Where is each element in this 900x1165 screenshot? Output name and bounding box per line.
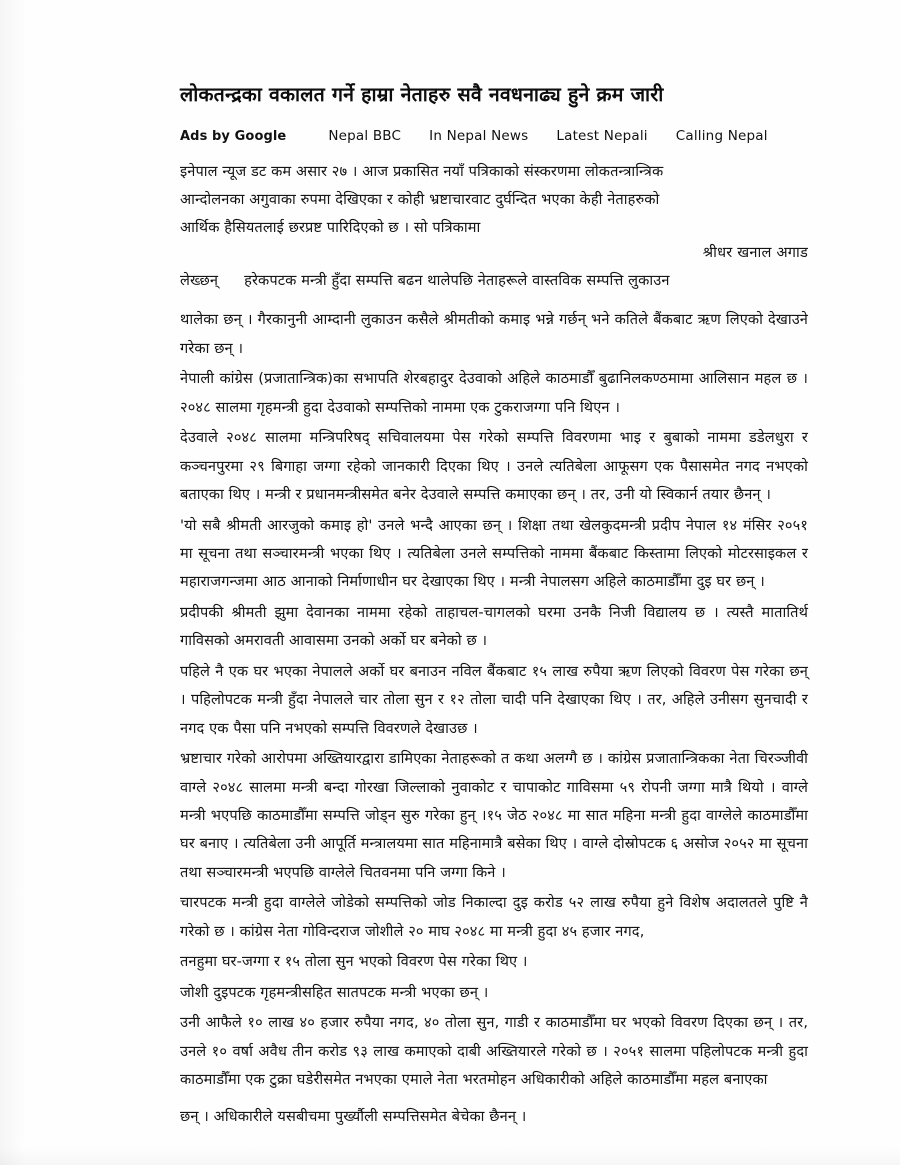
scan-edge-left [0, 0, 26, 1165]
lead-block [180, 158, 808, 295]
ad-link-nepal-bbc[interactable]: Nepal BBC [328, 127, 402, 144]
byline-row [180, 239, 808, 267]
paragraph: थालेका छन् । गैरकानुनी आम्दानी लुकाउन कसैले श्रीमतीको कमाइ भन्ने गर्छन् भने कतिले बैंकबाट ऋण लिएको देखाउने गरेका छन् । [180, 311, 808, 357]
ads-by-google-label: Ads by Google [180, 128, 287, 144]
ad-link-calling-nepal[interactable]: Calling Nepal [675, 127, 768, 144]
ads-by-google-bar [180, 128, 808, 144]
paragraph: देउवाले २०४८ सालमा मन्त्रिपरिषद् सचिवालयमा पेस गरेको सम्पत्ति विवरणमा भाइ र बुबाको नाममा डडेलधुरा र कञ्चनपुरमा २९ बिगाहा जग्गा रहेको जानकारी दिएका थिए । उनले त्यतिबेला आफूसग एक पैसासमेत नगद नभएको बताएका थिए । मन्त्री र प्रधानमन्त्रीसमेत बनेर देउवाले सम्पत्ति कमाएका छन् । तर‚ उनी यो स्विकार्न तयार छैनन् । [180, 429, 808, 504]
lead-line-1: इनेपाल न्यूज डट कम असार २७ । आज प्रकासित नयाँ पत्रिकाको संस्करणमा लोकतन्त्रान्त्रिक [180, 162, 664, 180]
paragraph: छन् । अधिकारीले यसबीचमा पुर्ख्यौली सम्पत्तिसमेत बेचेका छैनन् । [180, 1107, 527, 1125]
ad-link-in-nepal-news[interactable]: In Nepal News [429, 127, 529, 144]
lead-verb-label: लेख्छन् [180, 271, 219, 289]
lead-line-3: आर्थिक हैसियतलाई छरप्रष्ट पारिदिएको छ । सो पत्रिकामा [180, 219, 481, 237]
lead-continuation-row [180, 267, 808, 295]
paragraph: नेपाली कांग्रेस (प्रजातान्त्रिक)का सभापति शेरबहादुर देउवाको अहिले काठमाडौँ बुढानिलकण्ठमामा आलिसान महल छ । २०४८ सालमा गृहमन्त्री हुदा देउवाको सम्पत्तिको नाममा एक टुकराजग्गा पनि थिएन । [180, 370, 808, 416]
article-body [180, 158, 808, 1131]
scan-edge-bottom [0, 1147, 900, 1165]
ad-link-latest-nepali[interactable]: Latest Nepali [556, 127, 648, 144]
page-title: लोकतन्द्रका वकालत गर्ने हाम्रा नेताहरु सवै नवधनाढ्य हुने क्रम जारी [180, 83, 664, 106]
paragraph: उनी आफैले १० लाख ४० हजार रुपैया नगद‚ ४० तोला सुन‚ गाडी र काठमाडौँमा घर भएको विवरण दिएका छन् । तर‚ उनले १० वर्षा अवैध तीन करोड ९३ लाख कमाएको दाबी अख्तियारले गरेको छ । २०५१ सालमा पहिलोपटक मन्त्री हुदा काठमाडौँमा एक टुक्रा घडेरीसमेत नभएका एमाले नेता भरतमोहन अधिकारीको अहिले काठमाडौँमा महल बनाएका [180, 1014, 808, 1089]
lead-line-2: आन्दोलनका अगुवाका रुपमा देखिएका र कोही भ्रष्टाचारवाट दुर्घन्दित भएका केही नेताहरुको [180, 190, 660, 208]
paragraph: पहिले नै एक घर भएका नेपालले अर्को घर बनाउन नविल बैंकबाट १५ लाख रुपैया ऋण लिएको विवरण पेस गरेका छन् । पहिलोपटक मन्त्री हुँदा नेपालले चार तोला सुन र १२ तोला चादी पनि देखाएका थिए । तर‚ अहिले उनीसग सुनचादी र नगद एक पैसा पनि नभएको सम्पत्ति विवरणले देखाउछ । [180, 662, 808, 737]
paragraph: चारपटक मन्त्री हुदा वाग्लेले जोडेको सम्पत्तिको जोड निकाल्दा दुइ करोड ५२ लाख रुपैया हुने विशेष अदालतले पुष्टि नै गरेको छ । कांग्रेस नेता गोविन्दराज जोशीले २० माघ २०४८ मा मन्त्री हुदा ४५ हजार नगद‚ [180, 894, 808, 940]
byline: श्रीधर खनाल अगाड [702, 243, 808, 261]
lead-continuation-text: हरेकपटक मन्त्री हुँदा सम्पत्ति बढन थालेपछि नेताहरूले वास्तविक सम्पत्ति लुकाउन [244, 271, 670, 289]
paragraph: तनहुमा घर-जग्गा र १५ तोला सुन भएको विवरण पेस गरेका थिए । [180, 953, 528, 971]
paragraph: जोशी दुइपटक गृहमन्त्रीसहित सातपटक मन्त्री भएका छन् । [180, 983, 489, 1001]
paragraph: भ्रष्टाचार गरेको आरोपमा अख्तियारद्वारा डामिएका नेताहरूको त कथा अलग्गै छ । कांग्रेस प्रजातान्त्रिकका नेता चिरञ्जीवी वाग्ले २०४८ सालमा मन्त्री बन्दा गोरखा जिल्लाको नुवाकोट र चापाकोट गाविसमा ५९ रोपनी जग्गा मात्रै थियो । वाग्ले मन्त्री भएपछि काठमाडौँमा सम्पत्ति जोड्न सुरु गरेका हुन् ।१५ जेठ २०४८ मा सात महिना मन्त्री हुदा वाग्लेले काठमाडौँमा घर बनाए । त्यतिबेला उनी आपूर्ति मन्त्रालयमा सात महिनामात्रै बसेका थिए । वाग्ले दोस्रोपटक ६ असोज २०५२ मा सूचना तथा सञ्चारमन्त्री भएपछि वाग्लेले चितवनमा पनि जग्गा किने । [180, 750, 808, 881]
paragraph: प्रदीपकी श्रीमती झुमा देवानका नाममा रहेको ताहाचल-चागलको घरमा उनकै निजी विद्यालय छ । त्यस्तै मातातिर्थ गाविसको अमरावती आवासमा उनको अर्को घर बनेको छ । [180, 603, 808, 650]
paragraph: 'यो सबै श्रीमती आरजुको कमाइ हो' उनले भन्दै आएका छन् । शिक्षा तथा खेलकुदमन्त्री प्रदीप नेपाल १४ मंसिर २०५१ मा सूचना तथा सञ्चारमन्त्री भएका थिए । त्यतिबेला उनले सम्पत्तिको नाममा बैंकबाट किस्तामा लिएको मोटरसाइकल र महाराजगन्जमा आठ आनाको निर्माणाधीन घर देखाएका थिए । मन्त्री नेपालसग अहिले काठमाडौँमा दुइ घर छन् । [180, 516, 808, 591]
